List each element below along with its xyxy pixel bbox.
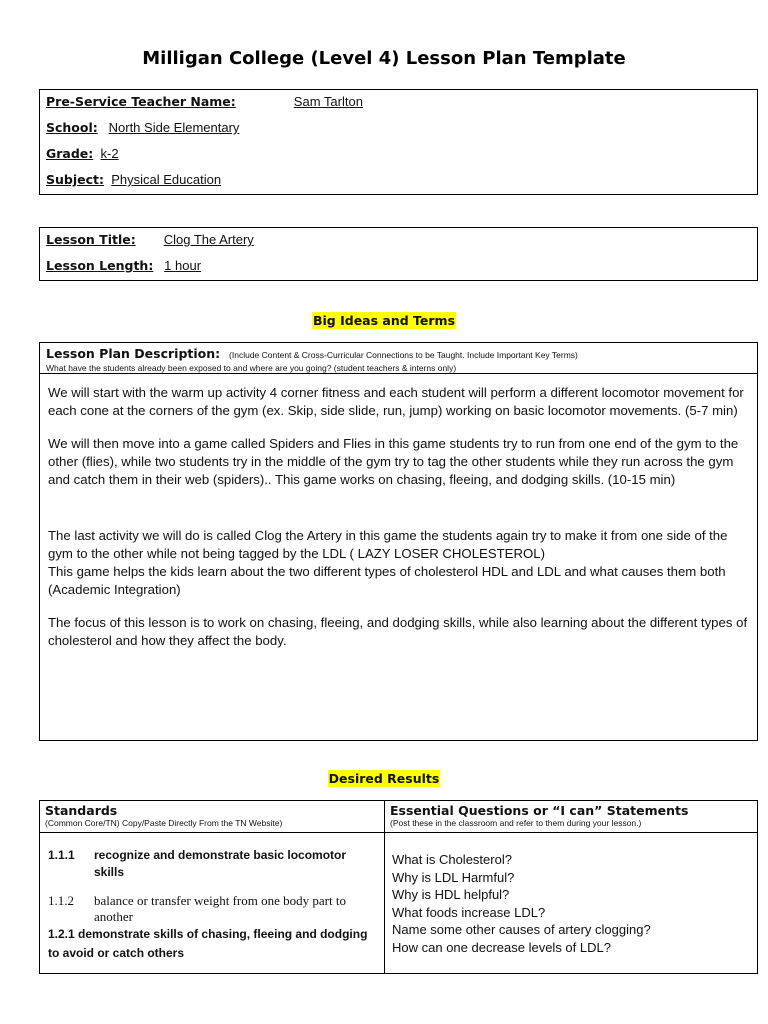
standard-item xyxy=(48,893,379,925)
standards-label: Standards xyxy=(45,803,118,818)
question-item: How can one decrease levels of LDL? xyxy=(392,939,611,955)
question-item: Name some other causes of artery clogging? xyxy=(392,922,651,937)
school-value: North Side Elementary xyxy=(108,120,240,135)
grade-label: Grade: xyxy=(46,146,94,161)
lesson-title-value: Clog The Artery xyxy=(163,232,254,247)
description-paragraph: This game helps the kids learn about the two different types of cholesterol HDL and LDL and what causes them both (Academic Integration) xyxy=(48,564,726,597)
teacher-info-box xyxy=(39,89,758,195)
question-item: Why is HDL helpful? xyxy=(392,887,510,902)
lesson-title-row xyxy=(46,231,751,257)
lesson-description-hint: (Include Content & Cross-Curricular Connections to be Taught. Include Important Key Terms) xyxy=(229,350,578,360)
document-title: Milligan College (Level 4) Lesson Plan Template xyxy=(142,48,626,69)
school-row xyxy=(46,119,751,145)
standard-number: 1.1.1 xyxy=(48,848,75,862)
teacher-name-row xyxy=(46,93,751,119)
desired-results-heading xyxy=(0,770,768,788)
standards-hint: (Common Core/TN) Copy/Paste Directly From the TN Website) xyxy=(45,818,283,828)
standard-text: recognize and demonstrate basic locomotor skills xyxy=(94,848,347,879)
essential-questions-header xyxy=(385,801,757,833)
standard-item xyxy=(48,847,379,881)
question-item: What foods increase LDL? xyxy=(392,904,546,920)
subject-value: Physical Education xyxy=(111,172,222,187)
lesson-info-box xyxy=(39,227,758,281)
description-paragraph: The focus of this lesson is to work on chasing, fleeing, and dodging skills, while also learning about the different types of cholesterol and how they affect the body. xyxy=(48,615,748,648)
subject-row xyxy=(46,171,751,197)
description-paragraph: We will then move into a game called Spiders and Flies in this game students try to run from one end of the gym to the other (flies), while two students try in the middle of the gym try to tag the other students while they run across the gym and catch them in their web (spiders).. This game works on chasing, fleeing, and dodging skills. (10-15 min) xyxy=(48,436,739,487)
essential-questions-label: Essential Questions or “I can” Statements xyxy=(390,803,689,818)
lesson-length-row xyxy=(46,257,751,283)
grade-row xyxy=(46,145,751,171)
grade-value: k-2 xyxy=(100,146,119,161)
description-paragraph: The last activity we will do is called Clog the Artery in this game the students again try to make it from one side of the gym to the other while not being tagged by the LDL ( LAZY LOSER CHOLESTEROL) xyxy=(48,528,728,561)
teacher-name-label: Pre-Service Teacher Name: xyxy=(46,94,236,109)
desired-results-heading-text: Desired Results xyxy=(328,771,440,786)
question-item: What is Cholesterol? xyxy=(392,852,512,867)
essential-questions-hint: (Post these in the classroom and refer to them during your lesson.) xyxy=(390,818,642,828)
standard-text: demonstrate skills of chasing, fleeing and dodging to avoid or catch others xyxy=(48,927,368,960)
standard-item xyxy=(48,925,379,963)
standard-number: 1.2.1 xyxy=(48,927,75,941)
big-ideas-heading-text: Big Ideas and Terms xyxy=(312,313,456,328)
lesson-description-label: Lesson Plan Description: xyxy=(46,346,221,361)
lesson-description-header xyxy=(40,343,757,374)
lesson-description-hint2: What have the students already been exposed to and where are you going? (student teachers & interns only) xyxy=(46,363,457,373)
question-item: Why is LDL Harmful? xyxy=(392,869,515,885)
teacher-name-value: Sam Tarlton xyxy=(293,94,363,109)
lesson-description-body xyxy=(40,374,757,650)
standards-column xyxy=(40,801,385,973)
subject-label: Subject: xyxy=(46,172,104,187)
essential-questions-list xyxy=(385,833,757,956)
big-ideas-heading xyxy=(0,312,768,330)
standards-header xyxy=(40,801,384,833)
description-paragraph: We will start with the warm up activity 4 corner fitness and each student will perform a different locomotor movement for each cone at the corners of the gym (ex. Skip, side slide, run, jump) working on basic locomotor movements. (5-7 min) xyxy=(48,385,744,418)
lesson-length-label: Lesson Length: xyxy=(46,258,154,273)
lesson-length-value: 1 hour xyxy=(164,258,202,273)
standard-number: 1.1.2 xyxy=(48,893,74,908)
standards-list xyxy=(40,833,384,963)
lesson-description-box xyxy=(39,342,758,741)
lesson-title-label: Lesson Title: xyxy=(46,232,136,247)
school-label: School: xyxy=(46,120,98,135)
standards-table xyxy=(39,800,758,974)
essential-questions-column xyxy=(385,801,757,973)
standard-text: balance or transfer weight from one body part to another xyxy=(94,893,346,924)
